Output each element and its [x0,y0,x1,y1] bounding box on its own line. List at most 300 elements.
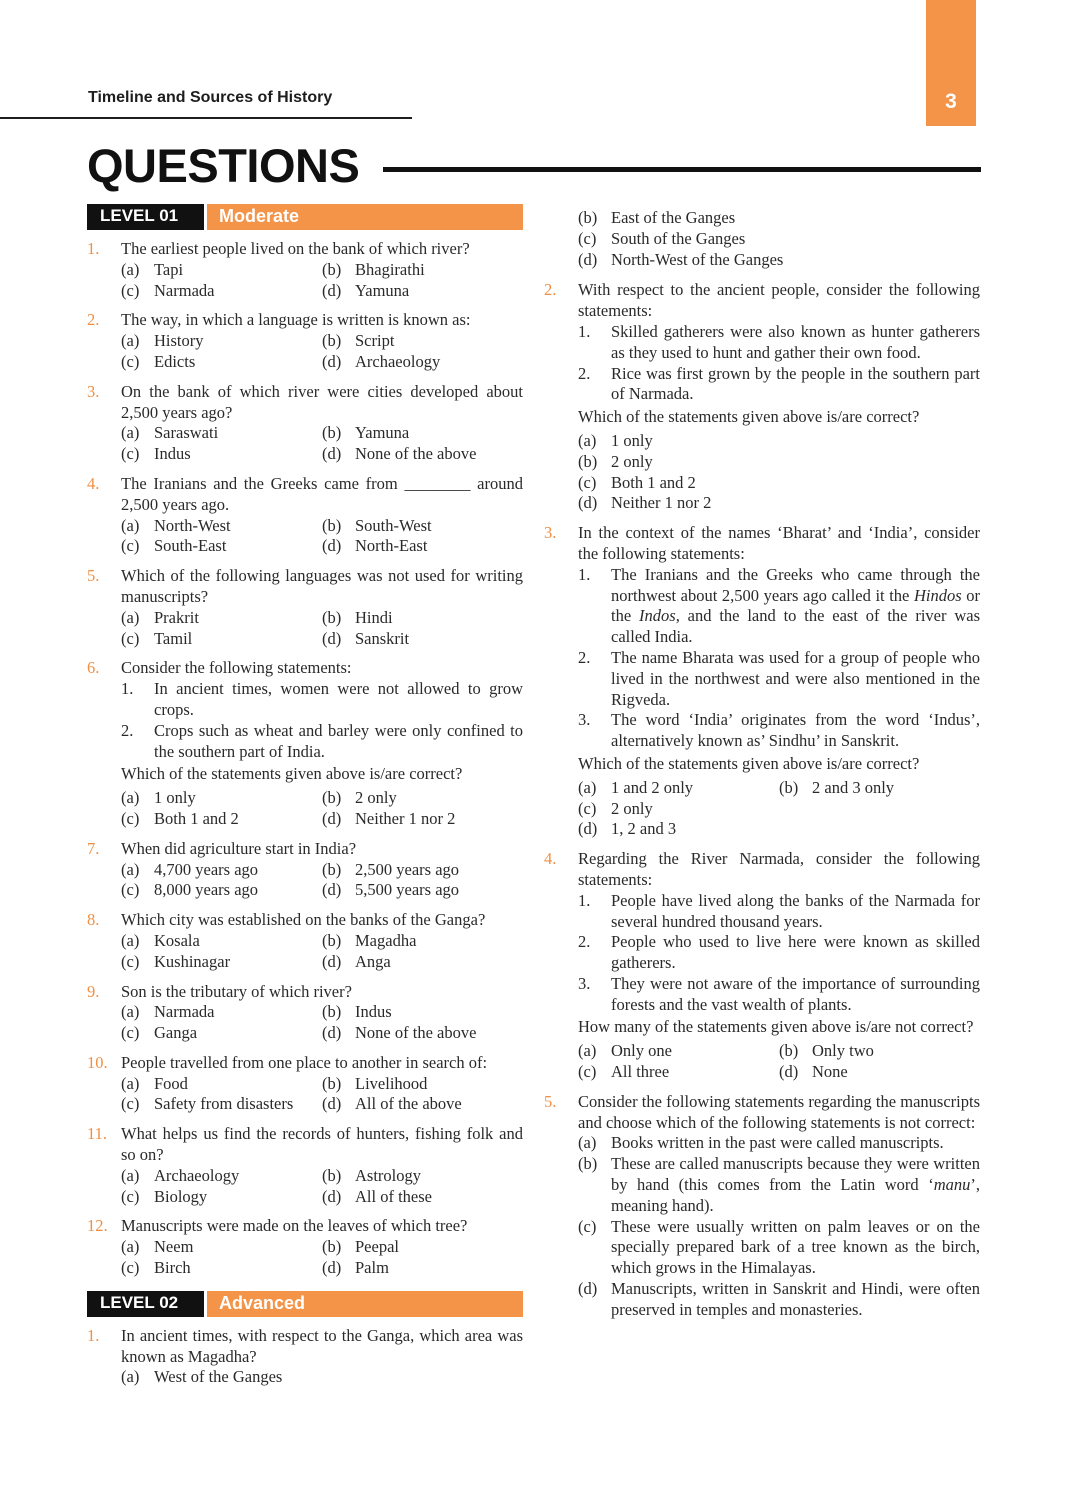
option[interactable] [322,931,523,952]
question [87,1216,523,1278]
option[interactable] [322,608,523,629]
statement-text: The Iranians and the Greeks who came through the northwest about 2,500 years ago called it the Hindos or the Indos, and the land to the east of the river was called India. [611,564,980,647]
option-text: 1 and 2 only [611,777,694,797]
statement-number: 2. [121,720,134,740]
statement-text: They were not aware of the importance of surrounding forests and the vast wealth of plants. [611,973,980,1014]
statement [578,891,980,933]
option[interactable] [121,1094,322,1115]
option[interactable] [578,229,980,250]
option-letter: (c) [121,1023,140,1043]
question [87,1053,523,1115]
option-letter: (c) [121,880,140,900]
option-text: Food [154,1073,188,1093]
question-number: 4. [87,473,100,493]
option[interactable] [578,778,779,799]
option-text: 2 only [611,451,653,471]
option-text: Manuscripts, written in Sanskrit and Hindi, were often preserved in temples and monasteries. [611,1279,980,1319]
option-text: Kosala [154,930,200,950]
option-letter: (a) [121,1237,140,1257]
option-text: Both 1 and 2 [154,808,239,828]
option-letter: (d) [322,351,342,371]
option-letter: (a) [121,1367,140,1387]
level-label: LEVEL 02 [87,1291,204,1317]
option[interactable] [121,1002,322,1023]
question-text: Son is the tributary of which river? [121,981,352,1001]
option[interactable] [322,352,523,373]
option-text: Birch [154,1258,191,1278]
statement-text: In ancient times, women were not allowed to grow crops. [154,679,523,719]
option-letter: (d) [322,444,342,464]
option-letter: (a) [578,1133,597,1153]
options [121,788,523,830]
option-letter: (b) [322,1165,342,1185]
option-text: North-West of the Ganges [611,249,784,269]
level-02-banner [87,1291,523,1317]
option[interactable] [322,1258,523,1279]
option[interactable] [322,1002,523,1023]
options [121,260,523,302]
option-letter: (d) [322,808,342,828]
option[interactable] [322,1074,523,1095]
option-text: Edicts [154,351,196,371]
option-letter: (b) [322,1237,342,1257]
question-number: 2. [544,280,557,300]
options [121,1166,523,1208]
statement [121,721,523,763]
statement-text: People who used to live here were known as skilled gatherers. [611,932,980,973]
option-text: None of the above [355,444,477,464]
option-text: South of the Ganges [611,228,746,248]
option-letter: (b) [322,1073,342,1093]
statement [578,565,980,648]
question-prompt: Which of the statements given above is/are correct? [121,764,463,784]
option-letter: (c) [121,628,140,648]
options [121,1367,523,1388]
option-text: 2 and 3 only [812,777,895,797]
option[interactable] [578,799,980,820]
statement [121,679,523,721]
option[interactable] [121,444,322,465]
option[interactable] [779,1041,980,1062]
right-column [544,208,980,1330]
option-text: Palm [355,1258,389,1278]
option-text: Archaeology [355,351,441,371]
option-text: Anga [355,951,391,971]
option-text: Script [355,331,395,351]
option-letter: (d) [578,819,598,839]
question-number: 9. [87,981,100,1001]
option-letter: (c) [578,228,597,248]
options [121,1074,523,1116]
option[interactable] [322,281,523,302]
option[interactable] [322,1166,523,1187]
question-number: 1. [87,1325,100,1345]
option-letter: (a) [121,607,140,627]
question-text: In the context of the names ‘Bharat’ and ‘India’, consider the following statements: [578,523,980,563]
option[interactable] [322,516,523,537]
option-letter: (a) [121,423,140,443]
statement [578,364,980,406]
option[interactable] [121,1074,322,1095]
option-text: Bhagirathi [355,259,425,279]
option-letter: (a) [121,1165,140,1185]
option-text: 2 only [611,798,653,818]
options [121,931,523,973]
option[interactable] [578,1062,779,1083]
statement-text: The name Bharata was used for a group of people who lived in the northwest and were also mentioned in the Rigveda. [611,647,980,709]
option-letter: (d) [322,1186,342,1206]
option-letter: (a) [121,1073,140,1093]
option[interactable] [121,860,322,881]
question-number: 8. [87,910,100,930]
question-text: Which of the following languages was not used for writing manuscripts? [121,566,523,606]
question [87,239,523,301]
option-text: 1, 2 and 3 [611,819,677,839]
option-letter: (c) [121,951,140,971]
option-text: Books written in the past were called manuscripts. [611,1133,944,1153]
option-letter: (a) [121,859,140,879]
option-letter: (d) [322,1023,342,1043]
option[interactable] [578,1279,980,1321]
option-text: Prakrit [154,607,199,627]
option-text: Indus [355,1002,392,1022]
statement [578,932,980,974]
option[interactable] [322,536,523,557]
option-letter: (a) [578,430,597,450]
question-text: Manuscripts were made on the leaves of which tree? [121,1216,468,1236]
level-name: Moderate [207,204,523,230]
option-letter: (a) [121,1002,140,1022]
running-head: Timeline and Sources of History [88,89,333,106]
question-text: On the bank of which river were cities developed about 2,500 years ago? [121,381,523,422]
option-letter: (a) [121,331,140,351]
question [87,1124,523,1207]
option[interactable] [779,778,980,799]
option-letter: (b) [779,777,799,797]
option-text: Archaeology [154,1165,240,1185]
left-column [87,204,523,1397]
option-letter: (a) [121,930,140,950]
page-number: 3 [945,90,957,113]
option[interactable] [578,431,980,452]
question [87,839,523,901]
option[interactable] [322,788,523,809]
option-letter: (c) [121,444,140,464]
statement-number: 1. [121,679,134,699]
option[interactable] [121,1166,322,1187]
question-number: 3. [87,381,100,401]
statement-number: 3. [578,710,591,730]
question [544,849,980,1083]
option[interactable] [121,931,322,952]
option[interactable] [322,423,523,444]
options [578,1041,980,1083]
option-letter: (d) [322,1094,342,1114]
question-number: 2. [87,310,100,330]
option[interactable] [322,1237,523,1258]
option[interactable] [322,331,523,352]
header-rule [0,117,412,119]
option-letter: (b) [779,1041,799,1061]
option-letter: (d) [779,1062,799,1082]
option[interactable] [121,1367,523,1388]
question [87,474,523,557]
option[interactable] [121,952,322,973]
option-letter: (a) [578,777,597,797]
option-text: Both 1 and 2 [611,472,696,492]
option-text: Neither 1 nor 2 [611,493,712,513]
option-text: Magadha [355,930,417,950]
question-text: The Iranians and the Greeks came from ________ around 2,500 years ago. [121,473,523,514]
question-number: 5. [544,1091,557,1111]
option[interactable] [121,880,322,901]
question-number: 12. [87,1216,108,1236]
question-number: 7. [87,838,100,858]
question-number: 3. [544,523,557,543]
option-text: History [154,331,204,351]
option-letter: (c) [121,1094,140,1114]
option-letter: (d) [322,628,342,648]
option-text: Narmada [154,1002,215,1022]
option-letter: (d) [578,493,598,513]
option-letter: (c) [578,1216,597,1236]
statement-text: Skilled gatherers were also known as hunter gatherers as they used to hunt and gather their own food. [611,321,980,362]
option[interactable] [322,260,523,281]
level-name: Advanced [207,1291,523,1317]
question-text: Consider the following statements: [121,658,352,678]
option-text: Safety from disasters [154,1094,294,1114]
option-text: Only one [611,1041,672,1061]
option-letter: (c) [578,472,597,492]
option[interactable] [121,536,322,557]
question-prompt: Which of the statements given above is/are correct? [578,753,920,773]
statement-number: 1. [578,890,591,910]
statement-number: 2. [578,647,591,667]
option-letter: (b) [322,515,342,535]
option-text: All of the above [355,1094,462,1114]
option-letter: (d) [578,1279,598,1299]
question-number: 1. [87,239,100,258]
option-text: Indus [154,444,191,464]
option-text: East of the Ganges [611,208,736,227]
option-text: 1 only [611,430,653,450]
option[interactable] [322,444,523,465]
option-letter: (a) [121,515,140,535]
option[interactable] [578,452,980,473]
option-letter: (b) [322,1002,342,1022]
options [578,431,980,514]
option[interactable] [121,352,322,373]
option-text: Ganga [154,1023,198,1043]
question-text: Which city was established on the banks of the Ganga? [121,910,486,930]
option-text: Only two [812,1041,874,1061]
options [121,423,523,465]
option-text: Kushinagar [154,951,231,971]
option-text: None of the above [355,1023,477,1043]
options [121,331,523,373]
option-text: 2 only [355,788,397,808]
option-letter: (c) [121,1258,140,1278]
options [121,860,523,902]
option-letter: (c) [121,808,140,828]
option[interactable] [322,1023,523,1044]
option-text: None [812,1062,848,1082]
option-letter: (b) [322,331,342,351]
option-text: These are called manuscripts because they were written by hand (this comes from the Latin word ‘manu’, meaning hand). [611,1154,980,1215]
statement-number: 2. [578,932,591,952]
question-prompt: How many of the statements given above is/are not correct? [578,1017,974,1037]
option[interactable] [322,629,523,650]
option[interactable] [578,493,980,514]
options [121,608,523,650]
option-letter: (d) [322,951,342,971]
page-title: QUESTIONS [87,139,360,192]
option-text: Narmada [154,280,215,300]
option-letter: (c) [121,1186,140,1206]
question [87,566,523,649]
option[interactable] [322,1094,523,1115]
option-letter: (c) [578,798,597,818]
question [87,910,523,972]
option-text: Livelihood [355,1073,428,1093]
statement-number: 1. [578,564,591,584]
options [578,1133,980,1320]
option[interactable] [322,952,523,973]
option[interactable] [578,208,980,229]
options [121,516,523,558]
option[interactable] [578,1041,779,1062]
option[interactable] [121,1258,322,1279]
option[interactable] [578,819,980,840]
question [87,1326,523,1388]
option-letter: (c) [121,280,140,300]
level-01-banner [87,204,523,230]
question-continued [544,208,980,270]
option[interactable] [578,250,980,271]
option-text: 2,500 years ago [355,859,460,879]
option-letter: (b) [578,208,598,227]
question-number: 6. [87,658,100,678]
option[interactable] [121,516,322,537]
option-text: Astrology [355,1165,421,1185]
option-text: Yamuna [355,423,410,443]
option[interactable] [322,860,523,881]
question [87,658,523,829]
statement-text: People have lived along the banks of the Narmada for several hundred thousand years. [611,890,980,931]
question [87,382,523,465]
option-letter: (b) [322,607,342,627]
level-01-questions [87,239,523,1279]
option-text: Yamuna [355,280,410,300]
question-number: 5. [87,566,100,586]
statement-text: Crops such as wheat and barley were only confined to the southern part of India. [154,720,523,761]
option-text: Tapi [154,259,184,279]
statement-number: 3. [578,973,591,993]
statement [578,322,980,364]
question-text: What helps us find the records of hunters, fishing folk and so on? [121,1124,523,1165]
option[interactable] [121,809,322,830]
question [87,310,523,372]
title-rule [383,167,981,172]
option-letter: (c) [121,536,140,556]
question-text: With respect to the ancient people, consider the following statements: [578,280,980,321]
option[interactable] [121,423,322,444]
option-letter: (a) [578,1041,597,1061]
option-letter: (b) [322,930,342,950]
option-text: North-East [355,536,428,556]
option-letter: (b) [578,451,598,471]
question-text: Consider the following statements regarding the manuscripts and choose which of the following statements is not correct: [578,1091,980,1132]
option[interactable] [121,788,322,809]
options [578,208,980,270]
option-letter: (c) [578,1062,597,1082]
option-text: Neither 1 nor 2 [355,808,456,828]
option-text: All three [611,1062,670,1082]
statement [578,710,980,752]
statement [578,648,980,710]
question [544,280,980,514]
options [121,1002,523,1044]
options [121,1237,523,1279]
question-text: When did agriculture start in India? [121,838,357,858]
option-text: Tamil [154,628,193,648]
question-text: Regarding the River Narmada, consider the following statements: [578,849,980,889]
question-number: 4. [544,849,557,869]
option-letter: (d) [322,280,342,300]
option[interactable] [121,1187,322,1208]
question-text: People travelled from one place to another in search of: [121,1052,488,1072]
option-text: South-West [355,515,432,535]
option-text: Saraswati [154,423,219,443]
option[interactable] [322,880,523,901]
question-number: 10. [87,1052,108,1072]
option[interactable] [121,260,322,281]
option-letter: (d) [322,880,342,900]
option-text: South-East [154,536,227,556]
statement-text: The word ‘India’ originates from the word ‘Indus’, alternatively known as’ Sindhu’ in Sanskrit. [611,710,980,751]
option[interactable] [578,1154,980,1216]
option[interactable] [779,1062,980,1083]
option-letter: (d) [322,1258,342,1278]
option[interactable] [121,608,322,629]
option[interactable] [578,473,980,494]
option-letter: (d) [322,536,342,556]
option-letter: (d) [578,249,598,269]
question [87,982,523,1044]
option-letter: (a) [121,259,140,279]
option[interactable] [121,331,322,352]
option[interactable] [121,281,322,302]
option[interactable] [322,809,523,830]
option-letter: (a) [121,788,140,808]
option-text: All of these [355,1186,432,1206]
statement-text: Rice was first grown by the people in the southern part of Narmada. [611,363,980,404]
option-text: Biology [154,1186,208,1206]
question-text: In ancient times, with respect to the Ganga, which area was known as Magadha? [121,1325,523,1366]
option-text: Neem [154,1237,194,1257]
option-letter: (b) [322,259,342,279]
option[interactable] [578,1217,980,1279]
option[interactable] [121,1237,322,1258]
option[interactable] [578,1133,980,1154]
option[interactable] [322,1187,523,1208]
option-text: 4,700 years ago [154,859,259,879]
option[interactable] [121,1023,322,1044]
question-number: 11. [87,1124,108,1144]
option[interactable] [121,629,322,650]
statement-number: 2. [578,363,591,383]
option-text: 1 only [154,788,196,808]
